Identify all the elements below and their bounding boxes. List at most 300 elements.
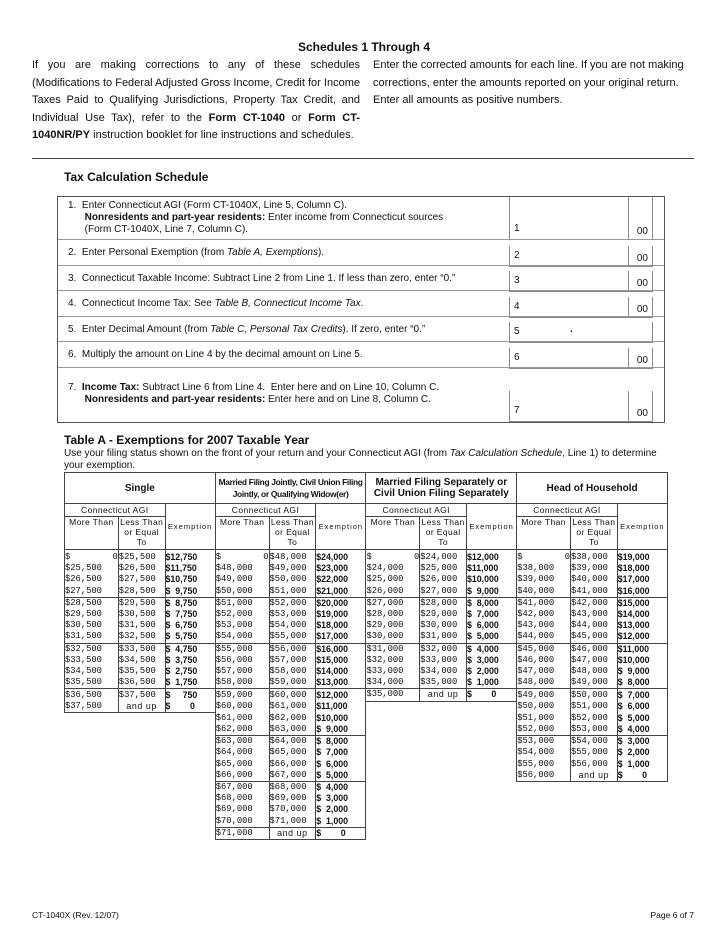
- exemption-value: $12,000: [466, 550, 516, 564]
- more-than-value: $50,000: [517, 701, 571, 713]
- agi-subheader: Connecticut AGI: [65, 504, 166, 517]
- empty-cell: [420, 724, 467, 736]
- empty-cell: [366, 770, 420, 782]
- more-than-value: $52,000: [215, 609, 269, 620]
- empty-cell: [366, 713, 420, 724]
- calc-line-2: [58, 239, 664, 266]
- exemption-value: $ 5,000: [316, 770, 366, 782]
- text-segment: (Form CT-1040X, Line 7, Column C).: [68, 224, 249, 235]
- more-than-value: $50,000: [215, 586, 269, 598]
- less-than-value: $27,500: [118, 574, 165, 585]
- empty-cell: [466, 770, 516, 782]
- exemption-value: $ 750: [165, 689, 215, 701]
- more-than-value: $33,000: [366, 666, 420, 677]
- less-than-value: $66,000: [269, 759, 316, 770]
- amount-field[interactable]: [509, 197, 653, 240]
- less-than-value: $56,000: [269, 643, 316, 655]
- exemption-value: $ 2,750: [165, 666, 215, 677]
- text-segment: Table B, Connecticut Income Tax: [214, 298, 361, 309]
- more-than-value: $56,000: [215, 655, 269, 666]
- more-than-value: $35,500: [65, 677, 119, 689]
- exemption-value: $ 2,000: [617, 747, 667, 758]
- calc-line-1: [58, 197, 664, 239]
- less-than-value: $41,000: [571, 586, 618, 598]
- table-row: [65, 563, 668, 574]
- empty-cell: [118, 713, 165, 724]
- more-than-value: $32,500: [65, 643, 119, 655]
- note-text: Use your filing status shown on the front of your return and your Connecticut AGI (from: [64, 448, 450, 459]
- exemption-value: $21,000: [316, 586, 366, 598]
- exemptions-table: [64, 472, 668, 840]
- empty-cell: [165, 747, 215, 758]
- cents-divider: [628, 297, 629, 317]
- more-than-value: $55,000: [517, 759, 571, 770]
- table-row: [65, 631, 668, 643]
- less-than-value: $39,000: [571, 563, 618, 574]
- exemption-value: $ 8,000: [617, 677, 667, 689]
- exemption-value: $ 9,000: [617, 666, 667, 677]
- exemption-value: $13,000: [617, 620, 667, 631]
- text-segment: [68, 394, 85, 405]
- less-than-value: $45,000: [571, 631, 618, 643]
- less-than-value: and up: [420, 689, 467, 701]
- form-reference: Form CT-1040NR/PY: [32, 111, 360, 141]
- less-than-value: $40,000: [571, 574, 618, 585]
- calc-line-number: 3: [514, 275, 520, 286]
- less-than-value: $27,000: [420, 586, 467, 598]
- exemption-value: $23,000: [316, 563, 366, 574]
- less-than-value: $54,000: [269, 620, 316, 631]
- intro-text: or: [285, 111, 309, 124]
- text-segment: Nonresidents and part-year residents:: [84, 212, 266, 223]
- exemption-value: $11,000: [617, 643, 667, 655]
- intro-left-paragraph: [32, 57, 360, 145]
- less-than-value: $44,000: [571, 620, 618, 631]
- note-text: , Line 1) to determine your exemption.: [64, 448, 657, 471]
- less-than-value: $26,500: [118, 563, 165, 574]
- cents-value: 00: [636, 408, 648, 419]
- exemption-value: $ 9,000: [466, 586, 516, 598]
- less-than-value: $61,000: [269, 701, 316, 713]
- form-reference: Form CT-1040: [208, 111, 286, 124]
- less-than-value: $36,500: [118, 677, 165, 689]
- empty-cell: [571, 804, 618, 815]
- exemption-value: $ 2,000: [316, 804, 366, 815]
- text-segment: Enter here and on Line 8, Column C.: [265, 394, 431, 405]
- less-than-value: $25,000: [420, 563, 467, 574]
- empty-cell: [420, 770, 467, 782]
- less-than-value: $29,000: [420, 609, 467, 620]
- table-row: [65, 782, 668, 794]
- empty-cell: [466, 816, 516, 828]
- exemption-value: $ 1,000: [617, 759, 667, 770]
- less-than-value: $37,500: [118, 689, 165, 701]
- cents-value: 00: [636, 355, 648, 366]
- calc-line-3: [58, 265, 664, 291]
- empty-cell: [466, 827, 516, 839]
- less-than-value: $62,000: [269, 713, 316, 724]
- table-row: [65, 620, 668, 631]
- exemption-value: $ 8,000: [316, 736, 366, 748]
- more-than-value: $25,000: [366, 574, 420, 585]
- table-row: [65, 816, 668, 828]
- calc-line-number: 4: [514, 301, 520, 312]
- less-than-value: $26,000: [420, 574, 467, 585]
- page-title: Schedules 1 Through 4: [297, 40, 431, 54]
- cents-value: 00: [636, 253, 648, 264]
- empty-cell: [165, 816, 215, 828]
- more-than-value: $56,000: [517, 770, 571, 782]
- intro-text: instruction booklet for line instructions and schedules.: [90, 129, 354, 141]
- more-than-column-header: More Than: [517, 517, 571, 550]
- empty-cell: [366, 827, 420, 839]
- less-than-value: $46,000: [571, 643, 618, 655]
- empty-cell: [366, 736, 420, 748]
- exemption-value: $ 7,000: [466, 609, 516, 620]
- empty-cell: [420, 713, 467, 724]
- less-than-value: $63,000: [269, 724, 316, 736]
- exemption-value: $ 5,000: [617, 713, 667, 724]
- less-than-value: $35,000: [420, 677, 467, 689]
- less-than-value: $51,000: [571, 701, 618, 713]
- text-segment: Nonresidents and part-year residents:: [84, 394, 266, 405]
- calc-line-text: [68, 382, 504, 406]
- less-than-value: $52,000: [571, 713, 618, 724]
- exemption-value: $ 6,000: [316, 759, 366, 770]
- empty-cell: [165, 759, 215, 770]
- less-than-value: $30,500: [118, 609, 165, 620]
- amount-field[interactable]: [509, 322, 653, 343]
- less-than-value: $67,000: [269, 770, 316, 782]
- empty-cell: [65, 724, 119, 736]
- empty-cell: [517, 816, 571, 828]
- exemption-value: $ 6,000: [466, 620, 516, 631]
- empty-cell: [617, 793, 667, 804]
- table-row: [65, 724, 668, 736]
- more-than-value: $65,000: [215, 759, 269, 770]
- less-than-value: $64,000: [269, 736, 316, 748]
- page-number: Page 6 of 7: [650, 910, 694, 920]
- text-segment: 4. Connecticut Income Tax: See: [68, 298, 215, 309]
- empty-cell: [466, 782, 516, 794]
- table-row: [65, 643, 668, 655]
- empty-cell: [118, 827, 165, 839]
- calc-line-number: 2: [514, 250, 520, 261]
- calc-line-number: 7: [514, 405, 520, 416]
- table-row: [65, 804, 668, 815]
- exemption-value: $ 1,000: [316, 816, 366, 828]
- calc-line-6: [58, 341, 664, 368]
- empty-cell: [420, 804, 467, 815]
- less-than-value: $50,000: [571, 689, 618, 701]
- less-than-value: $58,000: [269, 666, 316, 677]
- filing-status-heading: Single: [65, 473, 216, 504]
- more-than-value: $38,000: [517, 563, 571, 574]
- more-than-value: $55,000: [215, 643, 269, 655]
- exemption-value: $ 4,000: [617, 724, 667, 736]
- calc-line-number: 5: [514, 326, 520, 337]
- exemption-column-header: Exemption: [316, 504, 366, 550]
- cents-divider: [628, 197, 629, 239]
- calc-line-text: [68, 200, 504, 236]
- table-row: [65, 597, 668, 609]
- more-than-value: $69,000: [215, 804, 269, 815]
- calc-line-text: [68, 273, 504, 285]
- table-a-note: [64, 448, 676, 471]
- empty-cell: [165, 736, 215, 748]
- less-than-value: $43,000: [571, 609, 618, 620]
- exemption-value: $24,000: [316, 550, 366, 564]
- amount-field[interactable]: [509, 246, 653, 267]
- empty-cell: [517, 827, 571, 839]
- more-than-value: $59,000: [215, 689, 269, 701]
- exemption-value: $11,000: [316, 701, 366, 713]
- less-than-column-header: Less Than or Equal To: [420, 517, 467, 550]
- exemption-value: $18,000: [617, 563, 667, 574]
- less-than-value: $31,500: [118, 620, 165, 631]
- exemption-value: $ 0: [466, 689, 516, 701]
- table-row: [65, 759, 668, 770]
- less-than-value: $50,000: [269, 574, 316, 585]
- empty-cell: [466, 736, 516, 748]
- empty-cell: [165, 770, 215, 782]
- empty-cell: [65, 713, 119, 724]
- table-row: [65, 689, 668, 701]
- more-than-value: $25,500: [65, 563, 119, 574]
- less-than-value: $57,000: [269, 655, 316, 666]
- empty-cell: [65, 816, 119, 828]
- empty-cell: [466, 793, 516, 804]
- more-than-value: $53,000: [215, 620, 269, 631]
- empty-cell: [366, 804, 420, 815]
- more-than-value: $48,000: [215, 563, 269, 574]
- empty-cell: [165, 782, 215, 794]
- tax-calc-heading: Tax Calculation Schedule: [64, 170, 209, 184]
- empty-cell: [118, 782, 165, 794]
- column-header-row: [65, 517, 668, 550]
- more-than-value: $49,000: [215, 574, 269, 585]
- less-than-value: $29,500: [118, 597, 165, 609]
- less-than-value: $59,000: [269, 677, 316, 689]
- empty-cell: [466, 713, 516, 724]
- exemption-value: $ 3,000: [466, 655, 516, 666]
- calc-line-7: [58, 367, 664, 421]
- more-than-value: $28,000: [366, 609, 420, 620]
- less-than-value: $51,000: [269, 586, 316, 598]
- exemption-value: $17,000: [617, 574, 667, 585]
- more-than-value: $51,000: [215, 597, 269, 609]
- more-than-value: $54,000: [215, 631, 269, 643]
- table-row: [65, 574, 668, 585]
- more-than-column-header: More Than: [366, 517, 420, 550]
- exemption-value: $10,750: [165, 574, 215, 585]
- table-row: [65, 666, 668, 677]
- empty-cell: [617, 804, 667, 815]
- empty-cell: [118, 816, 165, 828]
- less-than-value: $48,000: [269, 550, 316, 564]
- empty-cell: [466, 804, 516, 815]
- empty-cell: [571, 816, 618, 828]
- exemption-value: $22,000: [316, 574, 366, 585]
- exemption-value: $ 8,750: [165, 597, 215, 609]
- exemption-value: $16,000: [316, 643, 366, 655]
- exemption-value: $12,000: [316, 689, 366, 701]
- empty-cell: [420, 793, 467, 804]
- more-than-value: $57,000: [215, 666, 269, 677]
- agi-subheader: Connecticut AGI: [366, 504, 467, 517]
- table-row: [65, 550, 668, 564]
- exemption-value: $ 9,000: [316, 724, 366, 736]
- empty-cell: [118, 736, 165, 748]
- less-than-value: $53,000: [269, 609, 316, 620]
- empty-cell: [118, 793, 165, 804]
- exemption-value: $15,000: [316, 655, 366, 666]
- schedule-reference: Tax Calculation Schedule: [449, 448, 563, 459]
- more-than-value: $49,000: [517, 689, 571, 701]
- exemption-value: $ 0: [617, 770, 667, 782]
- exemption-value: $ 4,000: [316, 782, 366, 794]
- exemption-value: $20,000: [316, 597, 366, 609]
- empty-cell: [366, 782, 420, 794]
- amount-field[interactable]: [509, 297, 653, 318]
- empty-cell: [118, 804, 165, 815]
- table-row: [65, 713, 668, 724]
- exemption-value: $12,750: [165, 550, 215, 564]
- exemption-value: $ 3,000: [617, 736, 667, 748]
- more-than-value: $29,500: [65, 609, 119, 620]
- more-than-column-header: More Than: [215, 517, 269, 550]
- less-than-value: $49,000: [269, 563, 316, 574]
- amount-field[interactable]: [509, 348, 653, 369]
- more-than-value: $32,000: [366, 655, 420, 666]
- less-than-value: $48,000: [571, 666, 618, 677]
- group-header-row: [65, 473, 668, 504]
- exemption-value: $10,000: [466, 574, 516, 585]
- less-than-value: $30,000: [420, 620, 467, 631]
- empty-cell: [466, 759, 516, 770]
- less-than-value: $53,000: [571, 724, 618, 736]
- less-than-value: $55,000: [269, 631, 316, 643]
- more-than-value: $31,000: [366, 643, 420, 655]
- text-segment: 7.: [68, 382, 82, 393]
- amount-field[interactable]: [509, 271, 653, 292]
- cents-divider: [628, 246, 629, 266]
- text-segment: ). If zero, enter “0.”: [342, 323, 426, 335]
- more-than-value: $26,500: [65, 574, 119, 585]
- text-segment: 6. Multiply the amount on Line 4 by the decimal amount on Line 5.: [68, 349, 363, 360]
- more-than-value: $30,500: [65, 620, 119, 631]
- filing-status-heading: Married Filing Separately or Civil Union Filing Separately: [366, 473, 517, 504]
- less-than-value: and up: [118, 701, 165, 713]
- empty-cell: [65, 804, 119, 815]
- empty-cell: [466, 724, 516, 736]
- exemption-value: $ 3,000: [316, 793, 366, 804]
- more-than-value: $30,000: [366, 631, 420, 643]
- exemption-value: $14,000: [617, 609, 667, 620]
- text-segment: [68, 212, 85, 223]
- more-than-value: $ 0: [517, 550, 571, 564]
- exemption-value: $ 2,000: [466, 666, 516, 677]
- table-row: [65, 677, 668, 689]
- exemption-value: $17,000: [316, 631, 366, 643]
- amount-field[interactable]: [509, 391, 653, 422]
- empty-cell: [517, 793, 571, 804]
- empty-cell: [617, 782, 667, 794]
- less-than-column-header: Less Than or Equal To: [571, 517, 618, 550]
- more-than-value: $46,000: [517, 655, 571, 666]
- exemption-value: $ 6,000: [617, 701, 667, 713]
- table-row: [65, 747, 668, 758]
- section-divider: [32, 158, 694, 159]
- more-than-value: $40,000: [517, 586, 571, 598]
- more-than-value: $66,000: [215, 770, 269, 782]
- exemption-value: $ 1,750: [165, 677, 215, 689]
- less-than-value: $28,000: [420, 597, 467, 609]
- empty-cell: [420, 759, 467, 770]
- text-segment: Table A, Exemptions: [226, 247, 318, 258]
- empty-cell: [165, 793, 215, 804]
- empty-cell: [65, 736, 119, 748]
- more-than-value: $48,000: [517, 677, 571, 689]
- more-than-value: $70,000: [215, 816, 269, 828]
- empty-cell: [118, 759, 165, 770]
- exemption-value: $ 7,750: [165, 609, 215, 620]
- more-than-value: $47,000: [517, 666, 571, 677]
- exemption-value: $ 9,750: [165, 586, 215, 598]
- cents-value: 00: [636, 304, 648, 315]
- more-than-value: $28,500: [65, 597, 119, 609]
- less-than-value: and up: [269, 827, 316, 839]
- table-row: [65, 655, 668, 666]
- filing-status-heading: Married Filing Jointly, Civil Union Filing Jointly, or Qualifying Widow(er): [215, 473, 366, 504]
- empty-cell: [65, 827, 119, 839]
- empty-cell: [617, 827, 667, 839]
- empty-cell: [466, 701, 516, 713]
- more-than-value: $27,000: [366, 597, 420, 609]
- table-row: [65, 827, 668, 839]
- less-than-column-header: Less Than or Equal To: [118, 517, 165, 550]
- less-than-value: and up: [571, 770, 618, 782]
- exemption-column-header: Exemption: [617, 504, 667, 550]
- text-segment: ).: [317, 247, 325, 258]
- less-than-value: $68,000: [269, 782, 316, 794]
- agi-subheader: Connecticut AGI: [517, 504, 618, 517]
- more-than-value: $36,500: [65, 689, 119, 701]
- empty-cell: [366, 759, 420, 770]
- exemption-value: $13,000: [316, 677, 366, 689]
- exemption-value: $ 3,750: [165, 655, 215, 666]
- exemption-value: $ 4,000: [466, 643, 516, 655]
- empty-cell: [65, 747, 119, 758]
- empty-cell: [165, 724, 215, 736]
- decimal-point: .: [570, 324, 573, 335]
- less-than-value: $32,000: [420, 643, 467, 655]
- intro-right-paragraph: Enter the corrected amounts for each line. If you are not making corrections, enter the amounts reported on your original return. Enter all amounts as positive numbers.: [373, 59, 684, 106]
- empty-cell: [65, 770, 119, 782]
- empty-cell: [517, 782, 571, 794]
- empty-cell: [366, 793, 420, 804]
- more-than-value: $44,000: [517, 631, 571, 643]
- calc-line-5: [58, 316, 664, 342]
- more-than-value: $42,000: [517, 609, 571, 620]
- empty-cell: [118, 724, 165, 736]
- more-than-value: $ 0: [366, 550, 420, 564]
- cents-divider: [628, 348, 629, 368]
- empty-cell: [420, 736, 467, 748]
- empty-cell: [420, 816, 467, 828]
- less-than-value: $34,500: [118, 655, 165, 666]
- more-than-value: $39,000: [517, 574, 571, 585]
